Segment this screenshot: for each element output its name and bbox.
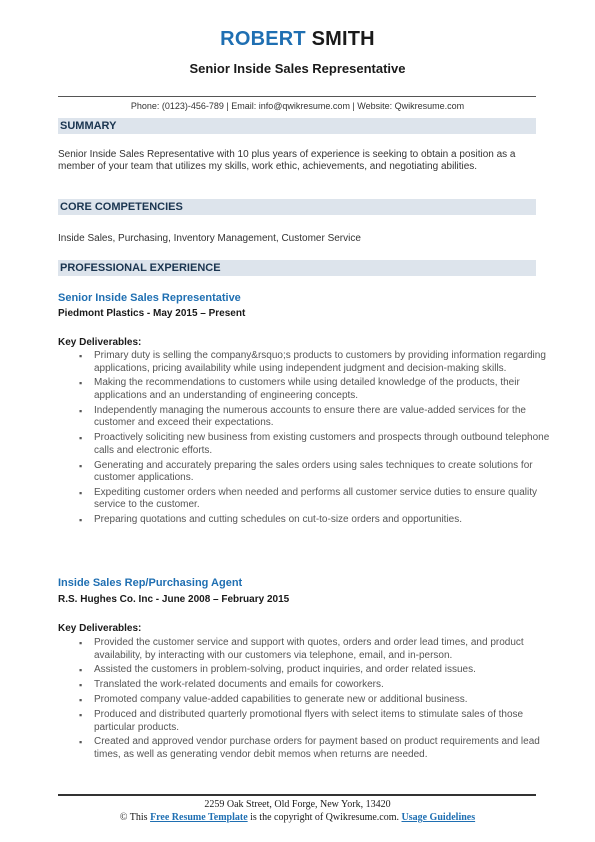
list-item: ▪ Created and approved vendor purchase orders for payment based on product requirements and lead times, as well as generating vendor debit memos when returns are needed.	[94, 736, 552, 761]
list-item: ▪ Making the recommendations to customers while using detailed knowledge of the products, their applications and an understanding of engineering concepts.	[94, 377, 552, 402]
footer-copyright	[0, 812, 595, 823]
list-item: ▪ Expediting customer orders when needed and performs all customer service duties to ensure quality service to the customer.	[94, 487, 552, 512]
header-divider	[58, 96, 536, 97]
list-item: ▪ Proactively soliciting new business from existing customers and prospects through outbound telephone calls and electronic efforts.	[94, 432, 552, 457]
first-name: ROBERT	[220, 28, 306, 50]
footer-address: 2259 Oak Street, Old Forge, New York, 13420	[204, 799, 391, 810]
competencies-heading: CORE COMPETENCIES	[58, 199, 536, 215]
copyright-middle: is the copyright of Qwikresume.com.	[247, 812, 402, 823]
candidate-name	[0, 28, 595, 51]
summary-heading: SUMMARY	[58, 118, 536, 134]
usage-guidelines-link[interactable]: Usage Guidelines	[401, 812, 476, 823]
competencies-text: Inside Sales, Purchasing, Inventory Management, Customer Service	[58, 233, 361, 244]
job-title: Inside Sales Rep/Purchasing Agent	[58, 577, 243, 589]
free-resume-template-link[interactable]: Free Resume Template	[150, 812, 248, 823]
list-item: ▪ Independently managing the numerous accounts to ensure there are value-added services for the customer and exceed their expectations.	[94, 405, 552, 430]
list-item: ▪ Generating and accurately preparing the sales orders using sales techniques to create solutions for customer applications.	[94, 460, 552, 485]
deliverables-label: Key Deliverables:	[58, 337, 142, 348]
summary-text: Senior Inside Sales Representative with 10 plus years of experience is seeking to obtain a position as a member of your team that utilizes my skills, work ethic, achievements, and negotiating abilities.	[58, 149, 516, 172]
job-bullets	[78, 350, 552, 529]
last-name: SMITH	[311, 28, 375, 50]
list-item: ▪ Provided the customer service and support with quotes, orders and order lead times, and product availability, by interacting with our customers via telephone, email, and in-person.	[94, 637, 552, 662]
list-item: ▪ Primary duty is selling the company&rsquo;s products to customers by providing information regarding applications, pricing availability while using independent judgment and decision-making skills.	[94, 350, 552, 375]
list-item: ▪ Produced and distributed quarterly promotional flyers with select items to stimulate sales of those particular products.	[94, 709, 552, 734]
job-company: Piedmont Plastics - May 2015 – Present	[58, 308, 246, 319]
job-bullets	[78, 637, 552, 764]
footer-divider	[58, 794, 536, 796]
list-item: ▪ Assisted the customers in problem-solving, product inquiries, and order related issues.	[94, 664, 552, 677]
list-item: ▪ Preparing quotations and cutting schedules on cut-to-size orders and opportunities.	[94, 514, 552, 527]
experience-heading: PROFESSIONAL EXPERIENCE	[58, 260, 536, 276]
contact-line: Phone: (0123)-456-789 | Email: info@qwikresume.com | Website: Qwikresume.com	[130, 101, 465, 111]
list-item: ▪ Translated the work-related documents and emails for coworkers.	[94, 679, 552, 692]
candidate-title: Senior Inside Sales Representative	[189, 61, 406, 76]
job-company: R.S. Hughes Co. Inc - June 2008 – February 2015	[58, 594, 290, 605]
copyright-prefix: © This	[119, 812, 151, 823]
deliverables-label: Key Deliverables:	[58, 623, 142, 634]
list-item: ▪ Promoted company value-added capabilities to generate new or additional business.	[94, 694, 552, 707]
job-title: Senior Inside Sales Representative	[58, 292, 241, 304]
